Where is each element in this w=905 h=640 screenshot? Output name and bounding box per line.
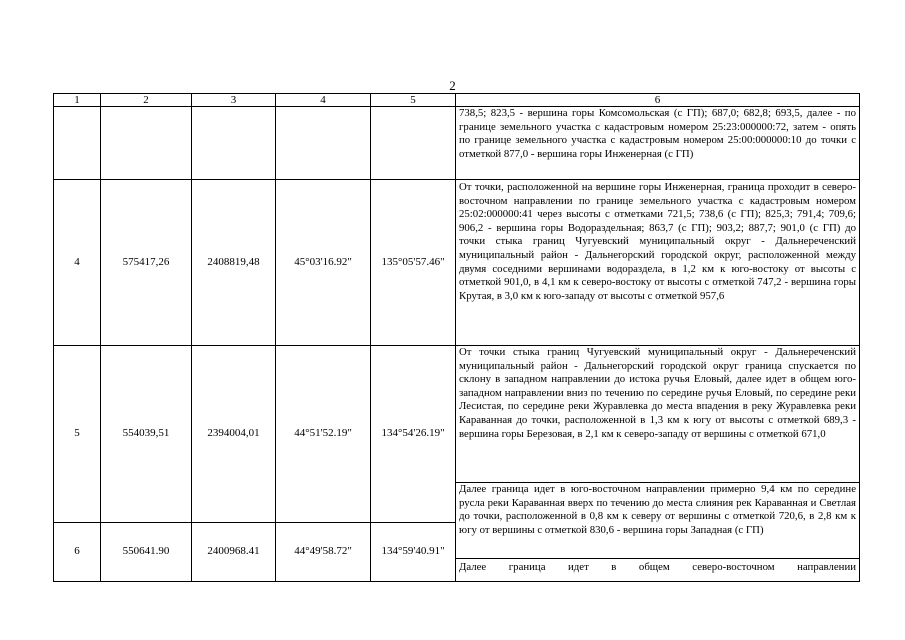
column-header: 6 [456, 94, 860, 107]
column-header: 2 [101, 94, 192, 107]
point-number-cell [54, 107, 101, 180]
boundary-description: От точки стыка границ Чугуевский муниципальный округ - Дальнереченский муниципальный район - Дальнегорский городской округ граница спускается по склону в западном направлении до истока ручья Еловый, далее идет в общем юго-западном направлении вниз по течению по середине ручья Еловый, по середине реки Лесистая, по середине реки Журавлевка до места впадения в реку Журавлевка реки Караванная до точки, расположенной в 1,3 км к югу от высоты с отметкой 689,3 - вершина горы Березовая, в 2,1 км к северо-западу от вершины с отметкой 671,0 [456, 346, 860, 483]
longitude-cell: 134°54'26.19" [371, 346, 456, 523]
boundary-description: Далее граница идет в общем северо-восточном направлении [456, 559, 860, 582]
boundary-description: От точки, расположенной на вершине горы Инженерная, граница проходит в северо-восточном направлении по границе земельного участка с кадастровым номером 25:02:000000:41 через высоты с отметками 721,5; 738,6 (с ГП); 825,3; 791,4; 709,6; 906,2 - вершина горы Водораздельная; 863,7 (с ГП); 903,2; 887,7; 901,0 (с ГП) до точки стыка границ Чугуевский муниципальный округ - Дальнереченский муниципальный район - Дальнегорский городской округ, расположенной между двумя соседними вершинами водораздела, в 1,2 км к юго-востоку от высоты с отметкой 901,0, в 4,1 км к северо-востоку от высоты с отметкой 747,2 - вершина горы Крутая, в 3,0 км к юго-западу от высоты с отметкой 957,6 [456, 180, 860, 346]
y-coordinate-cell [192, 107, 276, 180]
point-number-cell: 4 [54, 180, 101, 346]
table-row [54, 346, 860, 483]
table-row [54, 107, 860, 180]
x-coordinate-cell: 575417,26 [101, 180, 192, 346]
longitude-cell: 134°59'40.91" [371, 523, 456, 582]
page-number: 2 [449, 78, 456, 93]
column-header: 4 [276, 94, 371, 107]
longitude-cell: 135°05'57.46" [371, 180, 456, 346]
point-number-cell: 5 [54, 346, 101, 523]
x-coordinate-cell: 554039,51 [101, 346, 192, 523]
latitude-cell [276, 107, 371, 180]
column-header-row [54, 94, 860, 107]
column-header: 5 [371, 94, 456, 107]
y-coordinate-cell: 2400968.41 [192, 523, 276, 582]
longitude-cell [371, 107, 456, 180]
latitude-cell: 45°03'16.92" [276, 180, 371, 346]
boundary-description: 738,5; 823,5 - вершина горы Комсомольская (с ГП); 687,0; 682,8; 693,5, далее - по границе земельного участка с кадастровым номером 25:23:000000:72, затем - опять по границе земельного участка с кадастровым номером 25:00:000000:10 до точки с отметкой 877,0 - вершина горы Инженерная (с ГП) [456, 107, 860, 180]
boundary-description: Далее граница идет в юго-восточном направлении примерно 9,4 км по середине русла реки Караванная вверх по течению до места слияния рек Караванная и Светлая до точки, расположенной в 0,8 км к северу от вершины с отметкой 720,6, в 2,8 км к югу от вершины с отметкой 830,6 - вершина горы Западная (с ГП) [456, 483, 860, 559]
latitude-cell: 44°51'52.19" [276, 346, 371, 523]
y-coordinate-cell: 2408819,48 [192, 180, 276, 346]
x-coordinate-cell: 550641.90 [101, 523, 192, 582]
boundary-points-table [53, 93, 860, 582]
y-coordinate-cell: 2394004,01 [192, 346, 276, 523]
column-header: 1 [54, 94, 101, 107]
point-number-cell: 6 [54, 523, 101, 582]
column-header: 3 [192, 94, 276, 107]
latitude-cell: 44°49'58.72" [276, 523, 371, 582]
x-coordinate-cell [101, 107, 192, 180]
